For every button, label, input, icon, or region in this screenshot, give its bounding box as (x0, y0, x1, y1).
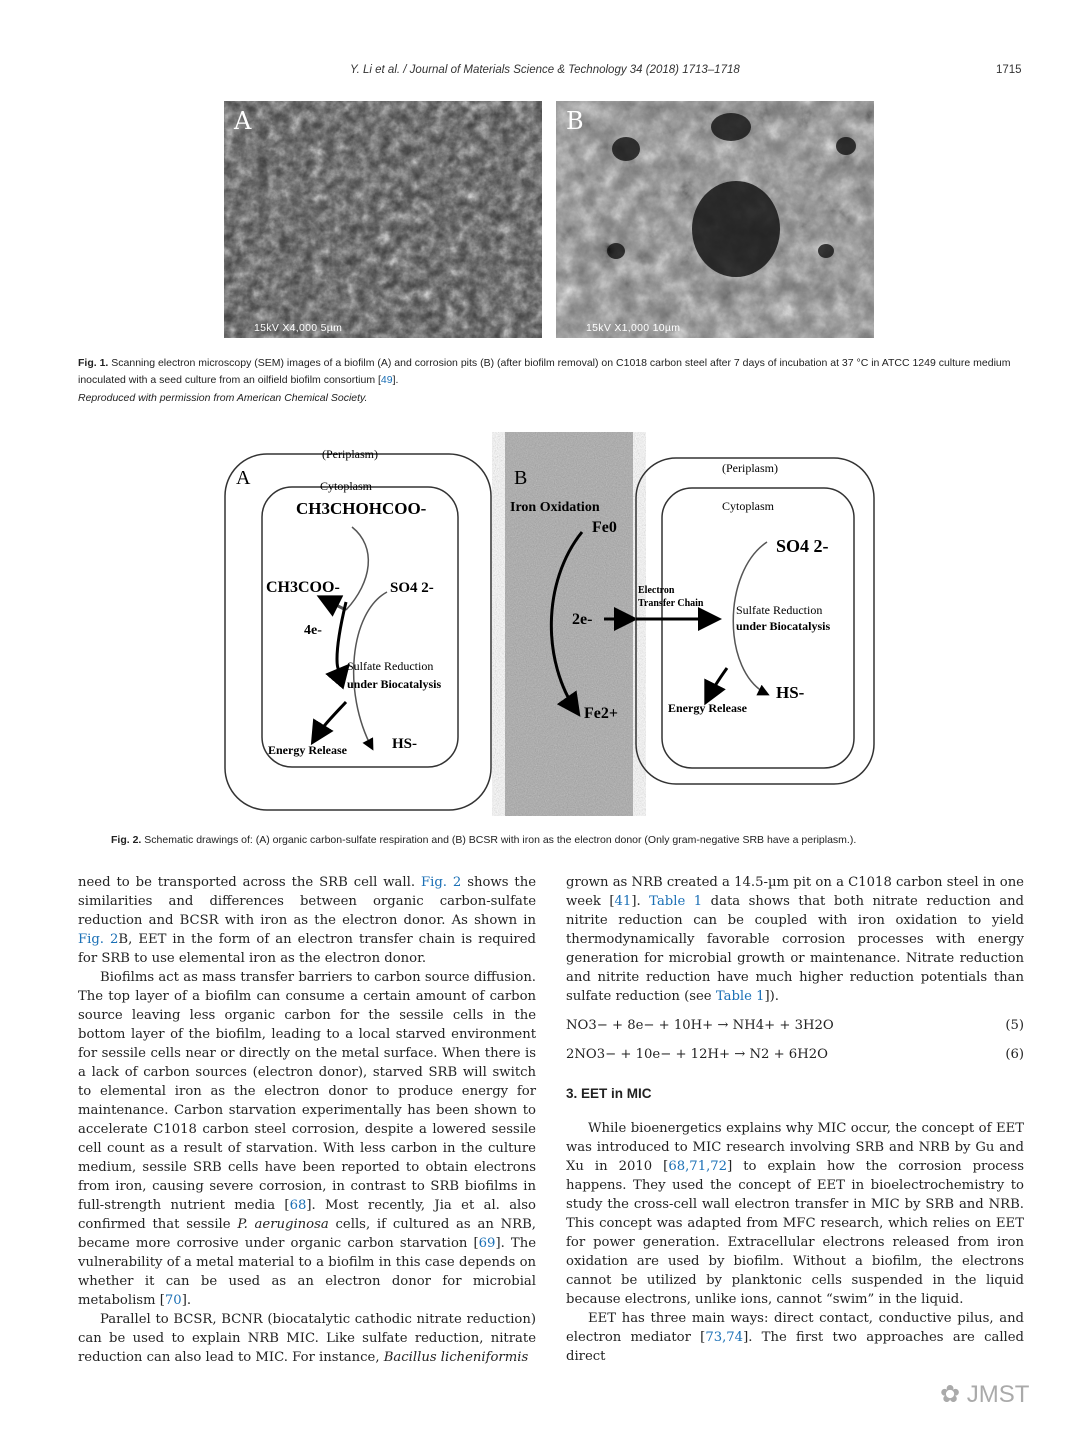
label-periplasm-a: (Periplasm) (322, 447, 378, 461)
label-panel-b: B (514, 467, 528, 489)
label-energy-b: Energy Release (668, 701, 747, 715)
label-acetate: CH3COO- (266, 579, 340, 596)
citation-link[interactable]: 68,71,72 (668, 1159, 728, 1174)
label-iron-oxidation: Iron Oxidation (510, 500, 600, 515)
label-reduction1-a: Sulfate Reduction (347, 659, 434, 673)
paragraph: Biofilms act as mass transfer barriers to carbon source diffusion. The top layer of a biofilm can consume a certain amount of carbon source leaving less organic carbon for the sessile cells in the bottom layer of the biofilm, leading to a local starved environment for sessile cells near or directly on the metal surface. When there is a lack of carbon sources (electron donor), starved SRB will switch to elemental iron as the electron donor to produce energy for maintenance. Carbon starvation experimentally has been shown to accelerate C1018 carbon steel corrosion, despite a lowered sessile cell count as a result of starvation. With less carbon in the culture medium, sessile SRB cells have been reported to obtain electrons from iron, causing severe corrosion, in contrast to SRB biofilms in full-strength nutrient media [68]. Most recently, Jia et al. also confirmed that sessile P. aeruginosa cells, if cultured as an NRB, became more corrosive under organic carbon starvation [69]. The vulnerability of a metal material to a biofilm in this case depends on whether it can be used as an electron donor for microbial metabolism [70]. (78, 970, 537, 1308)
page-number: 1715 (996, 64, 1022, 76)
arrow-lactate (346, 527, 368, 610)
label-4e: 4e- (304, 623, 322, 638)
arrow-4e (337, 602, 346, 671)
sem-image-b (556, 101, 874, 338)
label-sulfate-a: SO4 2- (390, 580, 434, 596)
citation-link[interactable]: 73,74 (705, 1330, 744, 1345)
sem-image-a (224, 101, 542, 338)
left-column (78, 873, 536, 1367)
label-2e: 2e- (572, 611, 593, 628)
fig2-schematic (222, 432, 878, 816)
label-panel-a: A (236, 467, 251, 489)
panel-letter-a: A (234, 107, 252, 135)
scale-bar-a: 15kV X4,000 5µm (254, 322, 343, 334)
arrow-energy-a (314, 702, 346, 740)
running-header: Y. Li et al. / Journal of Materials Science & Technology 34 (2018) 1713–1718 (350, 64, 740, 76)
fig2-caption: Fig. 2. Schematic drawings of: (A) organic carbon-sulfate respiration and (B) BCSR with iron as the electron donor (Only gram-negative SRB have a periplasm.). (111, 834, 857, 846)
paragraph: need to be transported across the SRB cell wall. Fig. 2 shows the similarities and differences between organic carbon-sulfate reduction and BCSR with iron as the electron donor. As shown in Fig. 2B, EET in the form of an electron transfer chain is required for SRB to use elemental iron as the electron donor. (78, 875, 536, 966)
panel-letter-b: B (566, 107, 584, 135)
citation-link[interactable]: 69 (478, 1236, 496, 1251)
watermark: ✿ JMST (940, 1381, 1030, 1408)
label-sulfate-b: SO4 2- (776, 536, 829, 556)
fig-link[interactable]: Fig. 2 (78, 932, 119, 947)
paragraph: Parallel to BCSR, BCNR (biocatalytic cathodic nitrate reduction) can be used to explain NRB MIC. Like sulfate reduction, nitrate reduction can also lead to MIC. For instance, Bacillus licheniformis (78, 1312, 536, 1365)
label-reduction2-b: under Biocatalysis (736, 619, 831, 633)
equation-6: 2NO3− + 10e− + 12H+ → N2 + 6H2O (6) (566, 1047, 1024, 1062)
paragraph: EET has three main ways: direct contact, conductive pilus, and electron mediator [73,74]. The first two approaches are called direct (566, 1311, 1025, 1364)
fig1-caption: Fig. 1. Scanning electron microscopy (SEM) images of a biofilm (A) and corrosion pits (B) (after biofilm removal) on C1018 carbon steel after 7 days of incubation at 37 °C in ATCC 1249 culture medium inoculated with a seed culture from an oilfield biofilm consortium [49]. (78, 357, 1011, 386)
arrow-sulfate-b (733, 542, 767, 694)
label-lactate: CH3CHOHCOO- (296, 499, 427, 518)
arrow-energy-b (707, 668, 727, 700)
label-etc1: Electron (638, 585, 675, 596)
citation-link[interactable]: 68 (289, 1198, 307, 1213)
label-cytoplasm-b: Cytoplasm (722, 499, 775, 513)
paragraph: grown as NRB created a 14.5-µm pit on a C1018 carbon steel in one week [41]. Table 1 data shows that both nitrate reduction and nitrite reduction can be coupled with iron oxidation to yield thermodynamically favorable corrosion processes with energy generation for microbial growth or maintenance. Nitrate reduction and nitrite reduction have much higher reduction potentials than sulfate reduction (see Table 1]). (566, 875, 1024, 1004)
label-hs-a: HS- (392, 736, 418, 752)
label-fe2: Fe2+ (584, 705, 618, 722)
citation-link[interactable]: 41 (614, 894, 632, 909)
fig-link[interactable]: Fig. 2 (420, 875, 462, 890)
fig1-permission-note: Reproduced with permission from American Chemical Society. (78, 392, 368, 404)
table-link[interactable]: Table 1 (715, 989, 765, 1004)
right-column (566, 873, 1024, 1366)
citation-link[interactable]: 70 (164, 1293, 182, 1308)
label-etc2: Transfer Chain (638, 598, 704, 609)
table-link[interactable]: Table 1 (649, 894, 703, 909)
sem-texture-a (224, 101, 542, 338)
label-periplasm-b: (Periplasm) (722, 461, 778, 475)
citation-link[interactable]: 49 (380, 374, 393, 386)
scale-bar-b: 15kV X1,000 10µm (586, 322, 681, 334)
sem-texture-b (556, 101, 874, 338)
label-fe0: Fe0 (592, 519, 617, 536)
paragraph: While bioenergetics explains why MIC occur, the concept of EET was introduced to MIC research involving SRB and NRB by Gu and Xu in 2010 [68,71,72] to explain how the corrosion process happens. They used the concept of EET in bioelectrochemistry to study the cross-cell wall electron transfer in MIC by SRB and NRB. This concept was adapted from MFC research, which relies on EET for power generation. Extracellular electrons released from iron oxidation are used by biofilm. Without a biofilm, the electrons cannot be utilized by planktonic cells suspended in the liquid because electrons, unlike ions, cannot “swim” in the liquid. (566, 1121, 1024, 1307)
equation-5: NO3− + 8e− + 10H+ → NH4+ + 3H2O (5) (566, 1018, 1024, 1033)
label-energy-a: Energy Release (268, 743, 347, 757)
label-reduction1-b: Sulfate Reduction (736, 603, 823, 617)
label-cytoplasm-a: Cytoplasm (320, 479, 373, 493)
label-hs-b: HS- (776, 683, 805, 702)
label-reduction2-a: under Biocatalysis (347, 677, 442, 691)
section-heading: 3. EET in MIC (566, 1086, 652, 1101)
